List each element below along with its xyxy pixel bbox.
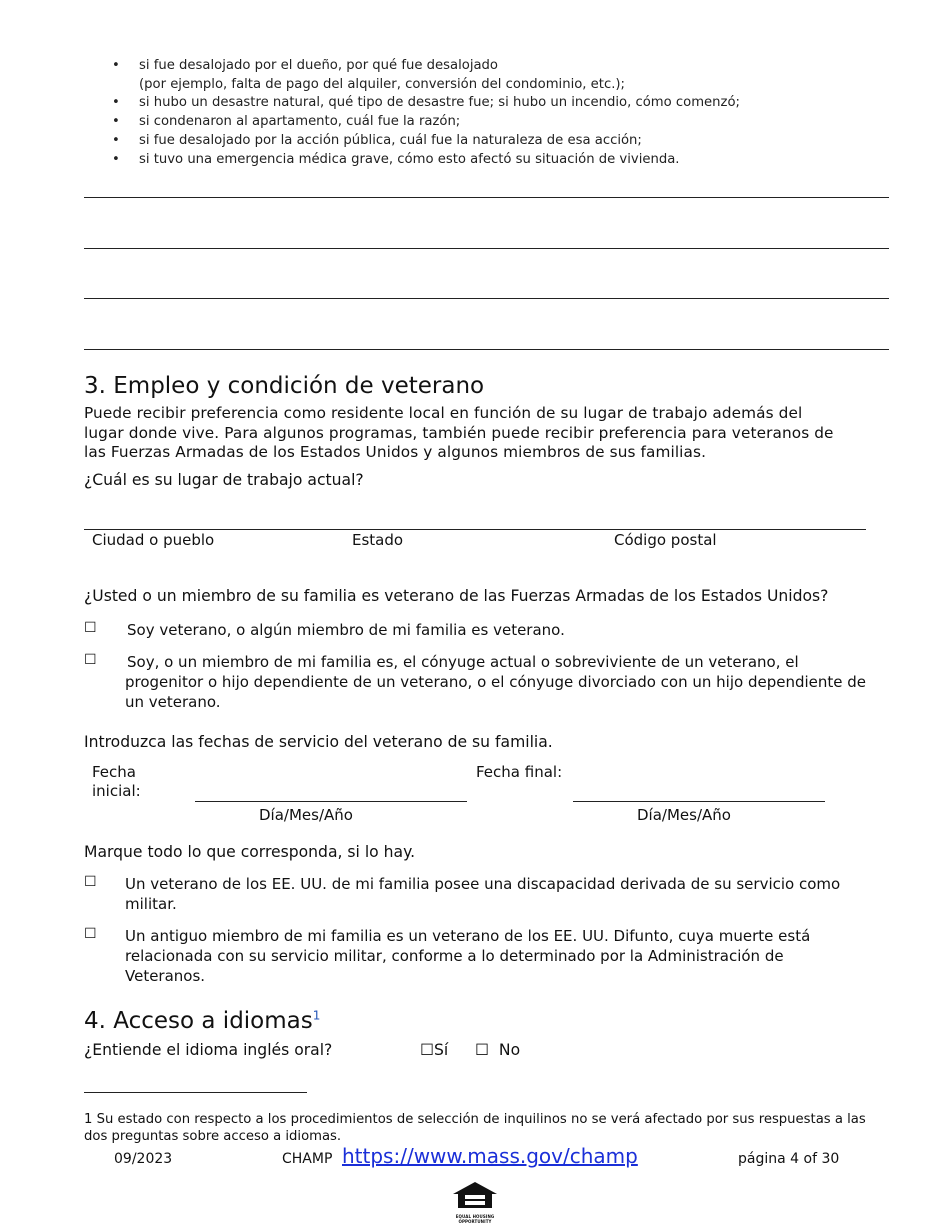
workplace-question: ¿Cuál es su lugar de trabajo actual? (84, 471, 364, 489)
start-date-input[interactable] (195, 801, 467, 802)
logo-text: EQUAL HOUSING OPPORTUNITY (455, 1214, 495, 1224)
deceased-veteran-option-label: Un antiguo miembro de mi familia es un veterano de los EE. UU. Difunto, cuya muerte está relacionada con su servicio militar, conforme a lo determinado por la Administración de Veteranos. (125, 927, 811, 985)
deceased-veteran-checkbox[interactable]: ☐ (84, 926, 97, 942)
veteran-checkbox-2[interactable]: ☐ (84, 652, 97, 668)
zip-label: Código postal (614, 531, 717, 549)
english-question: ¿Entiende el idioma inglés oral? (84, 1041, 333, 1059)
section-4-title (84, 1008, 320, 1034)
service-dates-prompt: Introduzca las fechas de servicio del veterano de su familia. (84, 733, 553, 751)
veteran-option-1-label: Soy veterano, o algún miembro de mi familia es veterano. (127, 621, 565, 639)
veteran-question: ¿Usted o un miembro de su familia es veterano de las Fuerzas Armadas de los Estados Unidos? (84, 587, 829, 605)
equal-housing-icon (450, 1180, 500, 1210)
equal-housing-logo (450, 1180, 500, 1224)
yes-label: Sí (433, 1041, 449, 1059)
list-item: • si hubo un desastre natural, qué tipo de desastre fue; si hubo un incendio, cómo comenzó; (112, 94, 740, 113)
state-label: Estado (352, 531, 404, 549)
footer-date: 09/2023 (114, 1151, 173, 1167)
veteran-option-2-label: Soy, o un miembro de mi familia es, el cónyuge actual o sobreviviente de un veterano, el progenitor o hijo dependiente de un veterano, o el cónyuge divorciado con un hijo dependiente de un veterano. (125, 653, 867, 711)
footnote-text: 1 Su estado con respecto a los procedimientos de selección de inquilinos no se verá afectado por sus respuestas a las dos preguntas sobre acceso a idiomas. (84, 1112, 866, 1144)
footnote-separator (84, 1092, 307, 1093)
answer-line[interactable] (84, 349, 889, 350)
section-3-intro: Puede recibir preferencia como residente local en función de su lugar de trabajo además del lugar donde vive. Para algunos programas, también puede recibir preferencia para veteranos de las Fuerzas Armadas de los Estados Unidos y algunos miembros de sus familias. (84, 404, 834, 461)
list-item-continuation: (por ejemplo, falta de pago del alquiler, conversión del condominio, etc.); (139, 76, 625, 92)
disability-checkbox[interactable]: ☐ (84, 874, 97, 890)
footer-link[interactable]: https://www.mass.gov/champ (342, 1144, 638, 1168)
start-date-format: Día/Mes/Año (259, 806, 353, 824)
veteran-checkbox-1[interactable]: ☐ (84, 620, 97, 636)
list-item: • si condenaron al apartamento, cuál fue la razón; (112, 113, 740, 132)
yes-checkbox[interactable]: ☐ (420, 1041, 434, 1059)
footnote-ref[interactable]: 1 (312, 1008, 321, 1023)
no-checkbox[interactable]: ☐ (475, 1041, 489, 1059)
list-item: • si fue desalojado por el dueño, por qué fue desalojado (112, 57, 740, 76)
city-label: Ciudad o pueblo (92, 531, 215, 549)
section-4-title-text: 4. Acceso a idiomas (84, 1008, 313, 1034)
english-yes-option[interactable] (420, 1041, 448, 1059)
section-3-title: 3. Empleo y condición de veterano (84, 373, 485, 399)
end-date-input[interactable] (573, 801, 825, 802)
mark-all-prompt: Marque todo lo que corresponda, si lo hay. (84, 843, 416, 861)
start-date-label: Fecha inicial: (92, 763, 141, 800)
end-date-format: Día/Mes/Año (637, 806, 731, 824)
footer-org: CHAMP (282, 1151, 333, 1167)
end-date-label: Fecha final: (476, 763, 563, 781)
bullet-list (112, 57, 740, 169)
workplace-input-line[interactable] (84, 529, 866, 530)
answer-line[interactable] (84, 248, 889, 249)
english-no-option[interactable] (475, 1041, 520, 1059)
answer-line[interactable] (84, 298, 889, 299)
disability-option-label: Un veterano de los EE. UU. de mi familia posee una discapacidad derivada de su servicio como militar. (125, 875, 841, 913)
answer-line[interactable] (84, 197, 889, 198)
no-label: No (498, 1041, 521, 1059)
list-item: • si fue desalojado por la acción pública, cuál fue la naturaleza de esa acción; (112, 132, 740, 151)
list-item: • si tuvo una emergencia médica grave, cómo esto afectó su situación de vivienda. (112, 151, 740, 170)
footer-page-number: página 4 of 30 (738, 1151, 840, 1167)
